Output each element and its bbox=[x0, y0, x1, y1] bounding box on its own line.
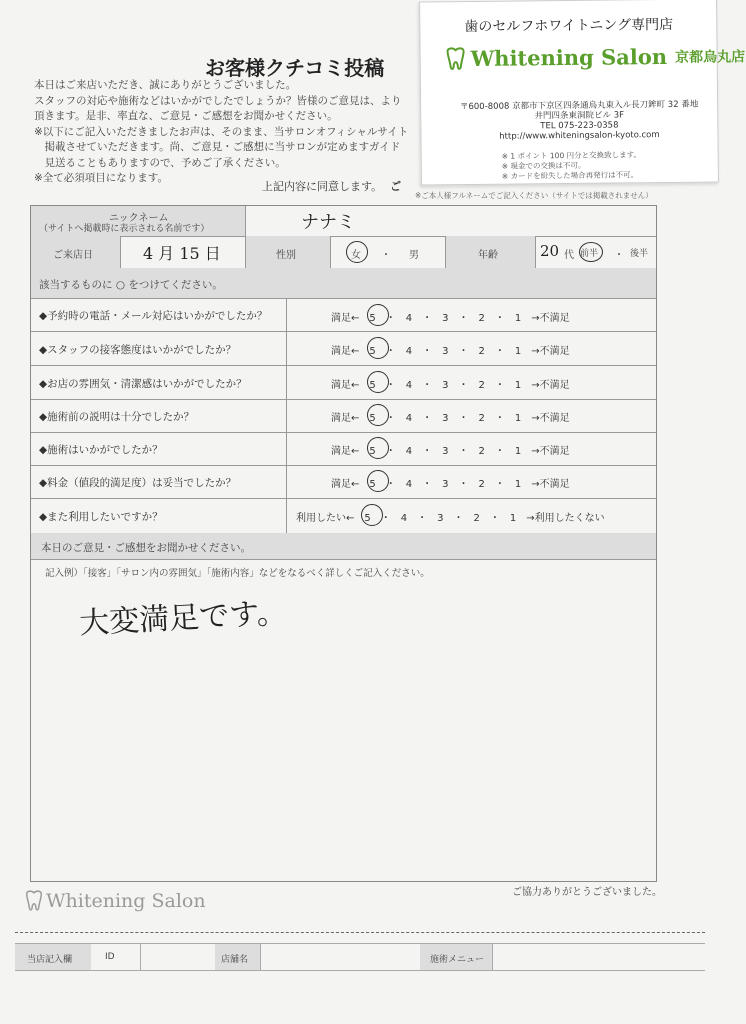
agreement-text: 上記内容に同意します。 bbox=[262, 180, 383, 193]
tooth-icon bbox=[445, 47, 467, 71]
row-divider bbox=[286, 465, 287, 498]
age-late-option[interactable]: 後半 bbox=[630, 249, 649, 259]
question-row bbox=[31, 465, 656, 499]
visit-row bbox=[31, 236, 656, 269]
tooth-icon bbox=[24, 890, 44, 912]
id-field[interactable] bbox=[140, 944, 216, 970]
menu-field[interactable] bbox=[492, 944, 706, 970]
intro-line: ※以下にご記入いただきましたお声は、そのまま、当サロンオフィシャルサイト bbox=[34, 125, 409, 138]
gender-separator: ・ bbox=[381, 250, 391, 261]
intro-text bbox=[34, 78, 424, 187]
gender-female-option[interactable]: 女 bbox=[351, 250, 361, 261]
question-row bbox=[31, 399, 656, 433]
question-text: ◆また利用したいですか？ bbox=[39, 511, 163, 523]
menu-label: 施術メニュー bbox=[430, 955, 485, 965]
survey-form bbox=[30, 205, 657, 882]
nickname-row bbox=[31, 206, 656, 237]
row-divider bbox=[286, 298, 287, 331]
age-selection-circle bbox=[579, 242, 603, 262]
staff-entry-row bbox=[15, 943, 705, 971]
id-label: ID bbox=[105, 952, 115, 962]
rating-selection-circle bbox=[367, 437, 389, 459]
age-label: 年齢 bbox=[478, 250, 498, 261]
revisit-scale[interactable]: 利用したい← 5 ・ 4 ・ 3 ・ 2 ・ 1 →利用したくない bbox=[296, 513, 605, 524]
shop-notes bbox=[502, 150, 642, 181]
row-divider bbox=[286, 365, 287, 399]
rating-selection-circle bbox=[367, 371, 389, 393]
rating-selection-circle bbox=[367, 470, 389, 492]
rating-selection-circle bbox=[367, 404, 389, 426]
store-label: 店舗名 bbox=[221, 955, 249, 965]
rating-scale[interactable]: 満足← 5 ・ 4 ・ 3 ・ 2 ・ 1 →不満足 bbox=[331, 380, 570, 391]
intro-line: スタッフの対応や施術などはいかがでしたでしょうか？皆様のご意見は、より bbox=[34, 94, 402, 107]
store-field[interactable] bbox=[260, 944, 421, 970]
note-line: ※ 1 ポイント 100 円分と交換致します。 bbox=[501, 150, 642, 161]
rating-selection-circle bbox=[367, 304, 389, 326]
comment-heading: 本日のご意見・ご感想をお聞かせください。 bbox=[41, 542, 251, 554]
instruction-text: 該当するものに ○ をつけてください。 bbox=[39, 279, 223, 291]
rating-scale[interactable]: 満足← 5 ・ 4 ・ 3 ・ 2 ・ 1 →不満足 bbox=[331, 313, 570, 324]
nickname-sublabel: （サイトへ掲載時に表示される名前です） bbox=[39, 224, 210, 234]
row-divider bbox=[286, 498, 287, 533]
question-text: ◆施術はいかがでしたか？ bbox=[39, 444, 163, 456]
agreement-line bbox=[262, 178, 401, 194]
question-row bbox=[31, 298, 656, 332]
gender-label-cell bbox=[246, 236, 331, 268]
rating-scale[interactable]: 満足← 5 ・ 4 ・ 3 ・ 2 ・ 1 →不満足 bbox=[331, 479, 570, 490]
gender-selection-circle bbox=[346, 241, 368, 263]
instruction-row bbox=[31, 268, 656, 299]
question-row bbox=[31, 331, 656, 366]
shop-logo-text: Whitening Salon bbox=[470, 43, 668, 72]
comment-field[interactable]: 大変満足です。 bbox=[78, 595, 288, 642]
comment-heading-row bbox=[31, 533, 656, 560]
intro-line: 本日はご来店いただき、誠にありがとうございました。 bbox=[34, 79, 297, 91]
question-text: ◆お店の雰囲気・清潔感はいかがでしたか？ bbox=[39, 378, 247, 390]
nickname-field[interactable]: ナナミ bbox=[301, 212, 355, 233]
question-text: ◆予約時の電話・メール対応はいかがでしたか？ bbox=[39, 310, 268, 322]
store-label-cell bbox=[215, 944, 260, 970]
question-text: ◆料金（値段的満足度）は妥当でしたか？ bbox=[39, 477, 237, 489]
note-line: ※ 現金での交換は不可。 bbox=[501, 160, 586, 171]
agreement-tail: ご bbox=[390, 180, 402, 193]
gender-options bbox=[331, 236, 446, 268]
intro-line: 頂きます。是非、率直な、ご意見・ご感想をお聞かせください。 bbox=[34, 110, 338, 122]
nickname-label-cell bbox=[31, 206, 246, 236]
footer-logo-text: Whitening Salon bbox=[46, 890, 206, 912]
row-divider bbox=[286, 399, 287, 432]
shop-branch: 京都烏丸店 bbox=[674, 48, 746, 66]
age-options bbox=[536, 236, 656, 268]
form-title: お客様クチコミ投稿 bbox=[205, 56, 385, 80]
note-line: ※ カードを紛失した場合再発行は不可。 bbox=[501, 170, 639, 181]
question-text: ◆スタッフの接客態度はいかがでしたか？ bbox=[39, 344, 237, 356]
menu-label-cell bbox=[420, 944, 492, 970]
row-divider bbox=[286, 432, 287, 465]
thanks-text: ご協力ありがとうございました。 bbox=[512, 887, 662, 898]
comment-example: 記入例）「接客」「サロン内の雰囲気」「施術内容」などをなるべく詳しくご記入ください。 bbox=[45, 568, 430, 579]
rating-scale[interactable]: 満足← 5 ・ 4 ・ 3 ・ 2 ・ 1 →不満足 bbox=[331, 413, 570, 424]
address-line: 〒600-8008 京都市下京区四条通烏丸東入ル長刀鉾町 32 番地 bbox=[459, 99, 699, 113]
staff-label-cell bbox=[15, 944, 91, 970]
fullname-note: ※ご本人様フルネームでご記入ください（サイトでは掲載されません） bbox=[415, 191, 653, 200]
row-divider bbox=[286, 331, 287, 365]
shop-headline: 歯のセルフホワイトニング専門店 bbox=[464, 16, 674, 36]
address-line: 井門四条東洞院ビル 3F bbox=[534, 110, 625, 122]
shop-phone: TEL 075-223-0358 bbox=[540, 120, 619, 132]
comment-area bbox=[31, 559, 656, 881]
age-separator: ・ bbox=[614, 250, 624, 261]
shop-address bbox=[449, 100, 709, 143]
rating-scale[interactable]: 満足← 5 ・ 4 ・ 3 ・ 2 ・ 1 →不満足 bbox=[331, 346, 570, 357]
intro-line: 掲載させていただきます。尚、ご意見・ご感想に当サロンが定めますガイド bbox=[34, 141, 401, 153]
rating-scale[interactable]: 満足← 5 ・ 4 ・ 3 ・ 2 ・ 1 →不満足 bbox=[331, 446, 570, 457]
staff-label: 当店記入欄 bbox=[27, 955, 73, 965]
shop-url[interactable]: http://www.whiteningsalon-kyoto.com bbox=[499, 130, 660, 142]
cut-line bbox=[15, 932, 705, 933]
intro-line: 見送ることもありますので、予めご了承ください。 bbox=[34, 156, 286, 169]
intro-line: ※全て必須項目になります。 bbox=[34, 172, 168, 184]
rating-selection-circle bbox=[367, 337, 389, 359]
nickname-label: ニックネーム bbox=[109, 213, 169, 224]
shop-card bbox=[419, 0, 746, 186]
visit-label-cell bbox=[31, 236, 121, 268]
revisit-selection-circle bbox=[361, 504, 383, 526]
gender-male-option[interactable]: 男 bbox=[409, 250, 419, 261]
age-label-cell bbox=[446, 236, 536, 268]
visit-value-cell bbox=[121, 236, 246, 268]
visit-label: ご来店日 bbox=[53, 250, 93, 261]
question-row bbox=[31, 365, 656, 400]
age-unit: 代 bbox=[564, 250, 574, 261]
footer-logo bbox=[24, 890, 206, 912]
visit-date-field[interactable]: 4 月 15 日 bbox=[143, 244, 221, 263]
age-field[interactable]: 20 bbox=[540, 242, 560, 260]
age-early-option[interactable]: 前半 bbox=[580, 249, 599, 259]
question-row bbox=[31, 498, 656, 534]
question-text: ◆施術前の説明は十分でしたか？ bbox=[39, 411, 195, 423]
question-row bbox=[31, 432, 656, 466]
gender-label: 性別 bbox=[276, 250, 296, 261]
shop-logo bbox=[445, 43, 746, 71]
